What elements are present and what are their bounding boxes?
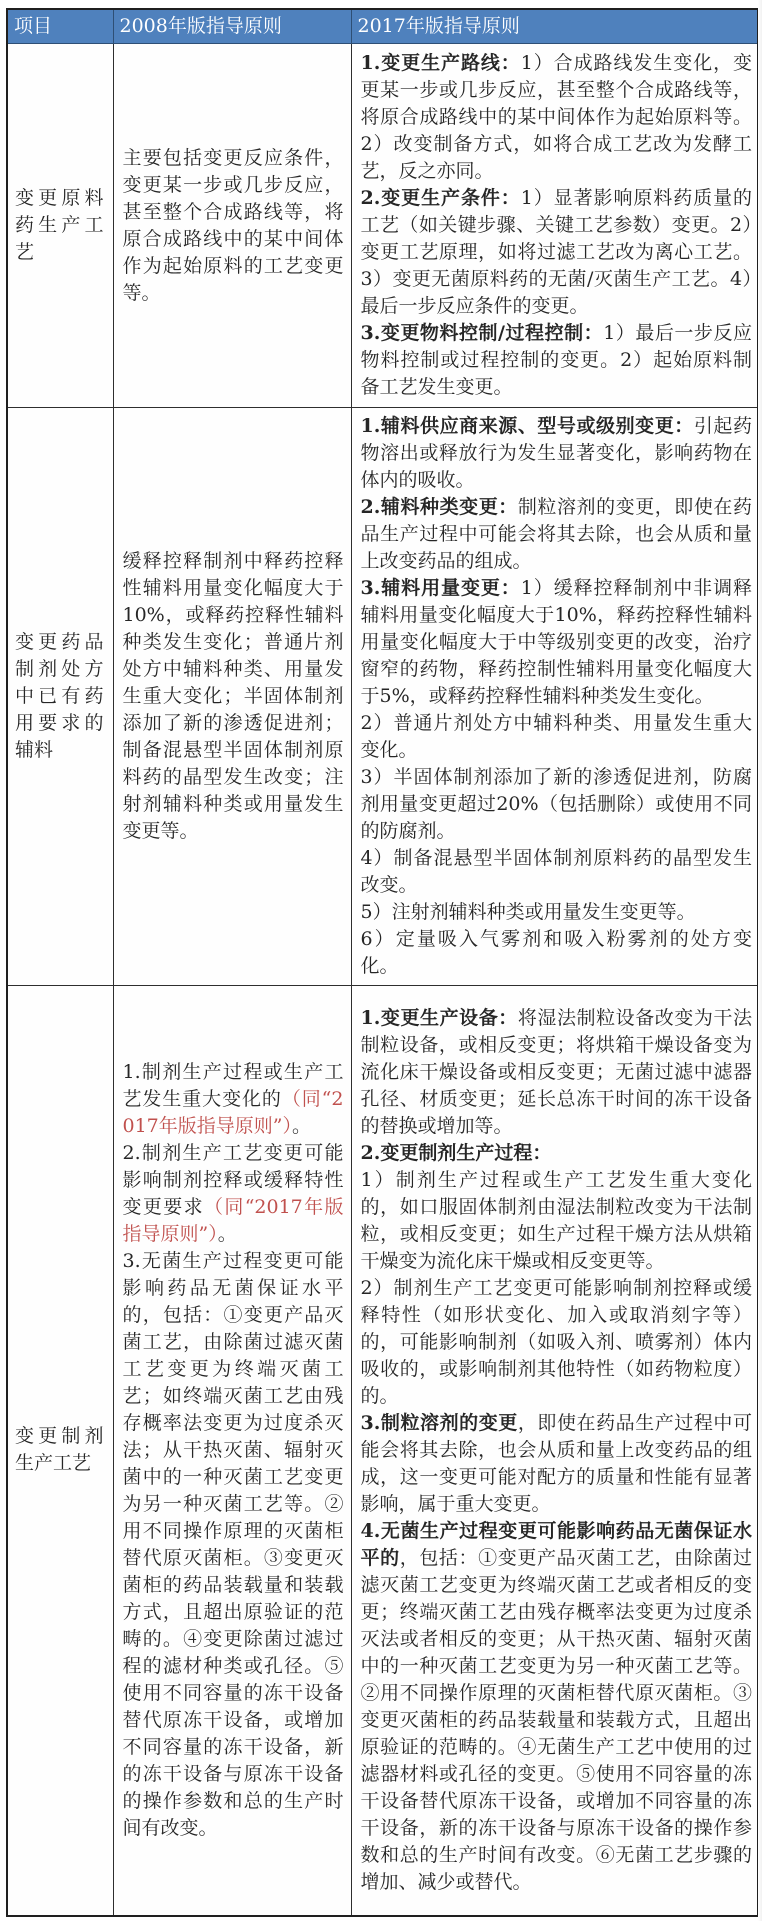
cell-2017-formulation-process bbox=[351, 986, 758, 1916]
bold-label: 3.变更物料控制/过程控制： bbox=[360, 322, 604, 344]
edge-shade bbox=[758, 0, 762, 1921]
text-run: ，即使在药品生产过程中可能会将其去除，也会从质和量上改变药品的组成，这一变更可能对配方的质量和性能有显著影响，属于重大变更。 bbox=[360, 1411, 752, 1515]
text-run: 2）普通片剂处方中辅料种类、用量发生重大变化。 bbox=[360, 712, 752, 761]
cell-2008-excipients bbox=[113, 408, 351, 986]
paragraph bbox=[361, 1140, 753, 1167]
text-run: 主要包括变更反应条件，变更某一步或几步反应，甚至整个合成路线等，将原合成路线中的某中间体作为起始原料的工艺变更等。 bbox=[122, 146, 344, 304]
bold-label: 1.变更生产设备： bbox=[360, 1006, 518, 1029]
header-cell-2008: 2008年版指导原则 bbox=[113, 9, 351, 44]
bold-label: 3.辅料用量变更： bbox=[360, 577, 521, 599]
paragraph bbox=[361, 899, 753, 926]
red-note: （同“2017年版指导原则”） bbox=[122, 1087, 344, 1137]
cell-2008-api-process bbox=[113, 44, 351, 408]
bold-label: 4.无菌生产过程变更可能影响药品无菌保证水平的 bbox=[360, 1519, 752, 1569]
text-run: ，包括：①变更产品灭菌工艺，由除菌过滤灭菌工艺变更为终端灭菌工艺或者相反的变更；终端灭菌工艺由残存概率法变更为过度杀灭法或者相反的变更；从干热灭菌、辐射灭菌中的一种灭菌工艺变更为另一种灭菌工艺等。②用不同操作原理的灭菌柜替代原灭菌柜。③变更灭菌柜的药品装载量和装载方式，且超出原验证的范畴的。④无菌生产工艺中使用的过滤器材料或孔径的变更。⑤使用不同容量的冻干设备替代原冻干设备，或增加不同容量的冻干设备，新的冻干设备与原冻干设备的操作参数和总的生产时间有改变。⑥无菌工艺步骤的增加、减少或替代。 bbox=[360, 1546, 752, 1893]
bold-label: 2.变更生产条件： bbox=[360, 187, 521, 209]
text-run: 6）定量吸入气雾剂和吸入粉雾剂的处方变化。 bbox=[360, 928, 752, 977]
cell-item-excipients: 变更药品制剂处方中已有药用要求的辅料 bbox=[7, 408, 113, 986]
paragraph bbox=[361, 494, 753, 575]
text-run: 。 bbox=[291, 1114, 311, 1137]
text-run: 1）制剂生产过程或生产工艺发生重大变化的，如口服固体制剂由湿法制粒改变为干法制粒，或相反变更；如生产过程干燥方法从烘箱干燥变为流化床干燥或相反变更等。 bbox=[360, 1168, 752, 1272]
paragraph bbox=[123, 548, 344, 845]
bold-label: 1.辅料供应商来源、型号或级别变更： bbox=[360, 415, 694, 437]
text-run: 制粒溶剂的变更，即使在药品生产过程中可能会将其去除，也会从质和量上改变药品的组成。 bbox=[360, 496, 752, 572]
cell-2008-formulation-process bbox=[113, 986, 351, 1916]
paragraph bbox=[361, 845, 753, 899]
header-row bbox=[7, 9, 758, 44]
cell-item-api-process: 变更原料药生产工艺 bbox=[7, 44, 113, 408]
header-cell-item: 项目 bbox=[7, 9, 113, 44]
text-run: 1）合成路线发生变化，变更某一步或几步反应，甚至整个合成路线等，将原合成路线中的某中间体作为起始原料等。2）改变制备方式，如将合成工艺改为发酵工艺，反之亦同。 bbox=[360, 52, 752, 182]
paragraph bbox=[361, 710, 753, 764]
header-cell-2017: 2017年版指导原则 bbox=[351, 9, 758, 44]
text-run: 5）注射剂辅料种类或用量发生变更等。 bbox=[360, 901, 696, 923]
table-row-excipients bbox=[7, 408, 758, 986]
comparison-table bbox=[6, 8, 759, 1917]
text-run: 2）制剂生产工艺变更可能影响制剂控释或缓释特性（如形状变化、加入或取消刻字等）的，可能影响制剂（如吸入剂、喷雾剂）体内吸收的，或影响制剂其他特性（如药物粒度）的。 bbox=[360, 1276, 752, 1407]
paragraph bbox=[361, 1275, 753, 1410]
cell-2017-excipients bbox=[351, 408, 758, 986]
paragraph bbox=[123, 1140, 344, 1248]
text-run: 1.制剂生产过程或生产工艺发生重大变化的 bbox=[122, 1060, 344, 1110]
paragraph bbox=[361, 1518, 753, 1896]
text-run: 3.无菌生产过程变更可能影响药品无菌保证水平的，包括：①变更产品灭菌工艺，由除菌过滤灭菌工艺变更为终端灭菌工艺；如终端灭菌工艺由残存概率法变更为过度杀灭法；从干热灭菌、辐射灭菌中的一种灭菌工艺变更为另一种灭菌工艺等。②用不同操作原理的灭菌柜替代原灭菌柜。③变更灭菌柜的药品装载量和装载方式，且超出原验证的范畴的。④变更除菌过滤过程的滤材种类或孔径。⑤使用不同容量的冻干设备替代原冻干设备，或增加不同容量的冻干设备，新的冻干设备与原冻干设备的操作参数和总的生产时间有改变。 bbox=[122, 1249, 344, 1839]
paragraph bbox=[361, 320, 753, 401]
table-row-api-process bbox=[7, 44, 758, 408]
paragraph bbox=[361, 185, 753, 320]
paragraph bbox=[361, 926, 753, 980]
bold-label: 3.制粒溶剂的变更 bbox=[360, 1411, 518, 1434]
paragraph bbox=[361, 764, 753, 845]
table-row-formulation-process bbox=[7, 986, 758, 1916]
paragraph bbox=[361, 1410, 753, 1518]
paragraph bbox=[123, 145, 344, 307]
bold-label: 1.变更生产路线： bbox=[360, 52, 521, 74]
text-run: 1）显著影响原料药质量的工艺（如关键步骤、关键工艺参数）变更。2）变更工艺原理，如将过滤工艺改为离心工艺。3）变更无菌原料药的无菌/灭菌生产工艺。4）最后一步反应条件的变更。 bbox=[360, 187, 752, 317]
paragraph bbox=[123, 1248, 344, 1842]
bold-label: 2.辅料种类变更： bbox=[360, 496, 518, 518]
paragraph bbox=[361, 1167, 753, 1275]
text-run: 3）半固体制剂添加了新的渗透促进剂，防腐剂用量变更超过20%（包括删除）或使用不同的防腐剂。 bbox=[360, 766, 752, 842]
text-run: 1）缓释控释制剂中非调释辅料用量变化幅度大于10%，释药控释性辅料用量变化幅度大于中等级别变更的改变，治疗窗窄的药物，释药控制性辅料用量变化幅度大于5%，或释药控释性辅料种类发生变化。 bbox=[360, 577, 752, 707]
paragraph bbox=[361, 1005, 753, 1140]
text-run: 2.制剂生产工艺变更可能影响制剂控释或缓释特性变更要求 bbox=[122, 1141, 344, 1218]
paragraph bbox=[123, 1059, 344, 1140]
cell-2017-api-process bbox=[351, 44, 758, 408]
text-run: 。 bbox=[217, 1222, 237, 1245]
text-run: 将湿法制粒设备改变为干法制粒设备，或相反变更；将烘箱干燥设备变为流化床干燥设备或相反变更；无菌过滤中滤器孔径、材质变更；延长总冻干时间的冻干设备的替换或增加等。 bbox=[360, 1006, 752, 1137]
bold-label: 2.变更制剂生产过程： bbox=[360, 1141, 552, 1164]
text-run: 缓释控释制剂中释药控释性辅料用量变化幅度大于10%，或释药控释性辅料种类发生变化；普通片剂处方中辅料种类、用量发生重大变化；半固体制剂添加了新的渗透促进剂；制备混悬型半固体制剂原料药的晶型发生改变；注射剂辅料种类或用量发生变更等。 bbox=[122, 550, 344, 842]
paragraph bbox=[361, 50, 753, 185]
text-run: 引起药物溶出或释放行为发生显著变化，影响药物在体内的吸收。 bbox=[360, 415, 752, 491]
text-run: 4）制备混悬型半固体制剂原料药的晶型发生改变。 bbox=[360, 847, 752, 896]
paragraph bbox=[361, 575, 753, 710]
text-run: 1）最后一步反应物料控制或过程控制的变更。2）起始原料制备工艺发生变更。 bbox=[360, 322, 752, 398]
red-note: （同“2017年版指导原则”） bbox=[122, 1195, 344, 1245]
paragraph bbox=[361, 413, 753, 494]
cell-item-formulation-process: 变更制剂生产工艺 bbox=[7, 986, 113, 1916]
